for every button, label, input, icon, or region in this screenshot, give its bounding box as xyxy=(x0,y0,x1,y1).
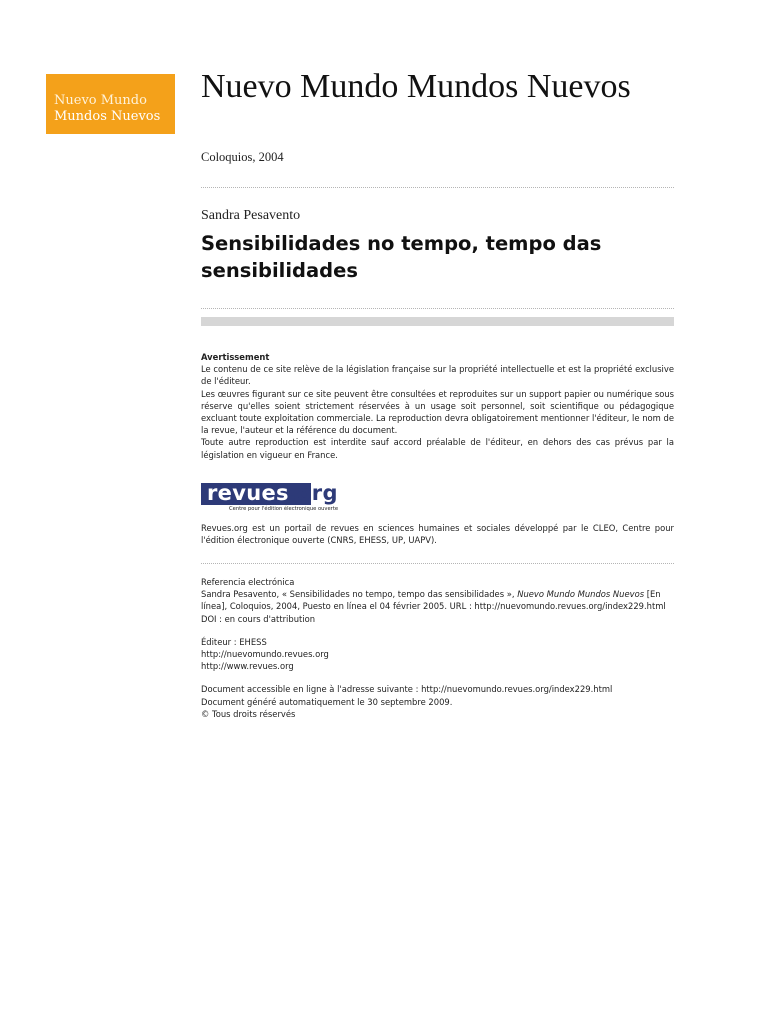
warning-heading: Avertissement xyxy=(201,352,270,362)
divider xyxy=(201,563,674,564)
divider xyxy=(201,187,674,188)
issue-label: Coloquios, 2004 xyxy=(201,150,284,164)
rights-line: © Tous droits réservés xyxy=(201,708,296,719)
generated-line: Document généré automatiquement le 30 septembre 2009. xyxy=(201,696,453,707)
journal-url[interactable]: http://nuevomundo.revues.org xyxy=(201,649,329,660)
warning-paragraph: Toute autre reproduction est interdite sauf accord préalable de l'éditeur, en dehors des cas prévus par la législation en vigueur en France. xyxy=(201,437,674,460)
warning-paragraph: Le contenu de ce site relève de la législation française sur la propriété intellectuelle et est la propriété exclusive de l'éditeur. xyxy=(201,364,674,387)
logo-line-1: Nuevo Mundo xyxy=(54,93,147,108)
logo-band xyxy=(201,483,349,505)
article-author: Sandra Pesavento xyxy=(201,208,301,223)
logo-tagline: Centre pour l'édition électronique ouverte xyxy=(229,506,339,512)
doi-line: DOI : en cours d'attribution xyxy=(201,613,316,624)
journal-title: Nuevo Mundo Mundos Nuevos xyxy=(201,68,631,105)
journal-logo xyxy=(46,74,175,134)
gray-separator-bar xyxy=(201,317,674,326)
portal-description: Revues.org est un portail de revues en sciences humaines et sociales développé par le CLEO, Centre pour l'édition électronique ouverte (CNRS, EHESS, UP, UAPV). xyxy=(201,523,674,546)
citation xyxy=(201,588,674,612)
citation-journal: Nuevo Mundo Mundos Nuevos xyxy=(517,589,645,600)
reference-label: Referencia electrónica xyxy=(201,577,295,587)
logo-line-2: Mundos Nuevos xyxy=(54,109,161,124)
citation-text: [En línea], Coloquios, 2004, Puesto en línea el 04 février 2005. URL : http://nuevomundo.revues.org/index229.html xyxy=(201,589,666,612)
warning-block xyxy=(201,351,674,461)
revues-org-logo xyxy=(201,483,349,515)
accessible-line: Document accessible en ligne à l'adresse suivante : http://nuevomundo.revues.org/index229.html xyxy=(201,684,613,695)
logo-wordmark xyxy=(207,481,338,505)
reference-block xyxy=(201,576,674,720)
logo-wordmark-b: .org xyxy=(288,481,338,505)
revues-url[interactable]: http://www.revues.org xyxy=(201,661,294,672)
logo-wordmark-a: revues xyxy=(207,481,289,505)
divider xyxy=(201,308,674,309)
publisher-line: Éditeur : EHESS xyxy=(201,636,267,647)
article-title: Sensibilidades no tempo, tempo das sensibilidades xyxy=(201,232,602,282)
citation-text: Sandra Pesavento, « Sensibilidades no tempo, tempo das sensibilidades », xyxy=(201,589,518,600)
warning-paragraph: Les œuvres figurant sur ce site peuvent être consultées et reproduites sur un support papier ou numérique sous réserve qu'elles soient strictement réservées à un usage soit personnel, soit scientifique ou pédagogique excluant toute exploitation commerciale. La reproduction devra obligatoirement mentionner l'éditeur, le nom de la revue, l'auteur et la référence du document. xyxy=(201,388,674,436)
